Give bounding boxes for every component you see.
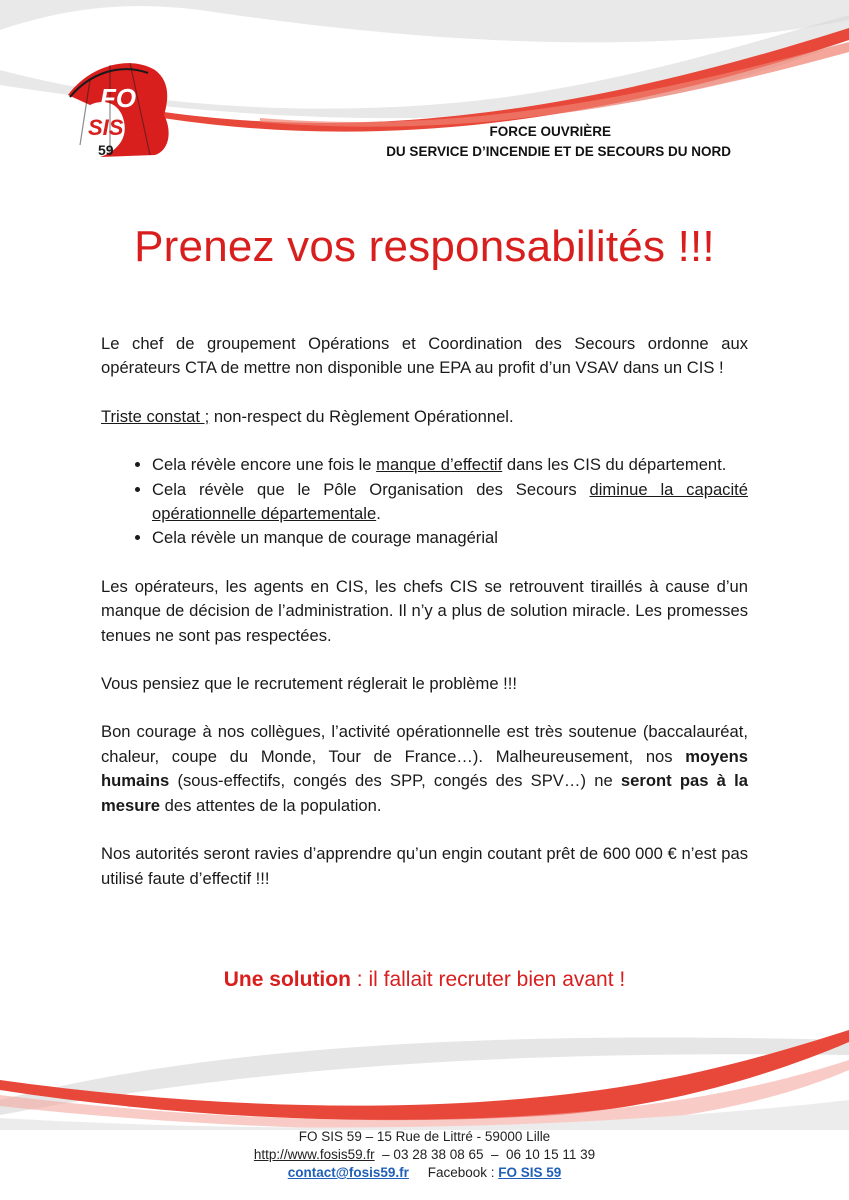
paragraph-5: Bon courage à nos collègues, l’activité opérationnelle est très soutenue (baccalauréat, chaleur, coupe du Monde, Tour de France…). Malheureusement, nos moyens humains (sous-effectifs, congés des SPP, congés des SPV…) ne seront pas à la mesure des attentes de la population. xyxy=(101,722,748,815)
footer-social-line: contact@fosis59.fr Facebook : FO SIS 59 xyxy=(287,1165,562,1180)
solution-statement: Une solution : il fallait recruter bien avant ! xyxy=(223,968,626,991)
logo-text-fo: FO xyxy=(100,83,137,113)
page-title: Prenez vos responsabilités !!! xyxy=(134,222,715,271)
org-line-2: DU SERVICE D’INCENDIE ET DE SECOURS DU NORD xyxy=(386,144,731,159)
footer xyxy=(0,1128,849,1182)
list-item: • Cela révèle que le Pôle Organisation des Secours diminue la capacité opérationnelle départementale. xyxy=(152,478,748,527)
org-line-1: FORCE OUVRIÈRE xyxy=(489,124,611,139)
paragraph-2: Triste constat ; non-respect du Règlement Opérationnel. xyxy=(101,406,514,426)
organization-name xyxy=(386,122,731,162)
paragraph-6: Nos autorités seront ravies d’apprendre qu’un engin coutant prêt de 600 000 € n’est pas utilisé faute d’effectif !!! xyxy=(101,844,748,888)
list-item: • Cela révèle un manque de courage managérial xyxy=(152,526,748,550)
footer-contact-line: http://www.fosis59.fr – 03 28 38 08 65 – 06 10 15 11 39 xyxy=(253,1147,596,1162)
list-item: • Cela révèle encore une fois le manque d’effectif dans les CIS du département. xyxy=(152,453,748,477)
underlined-text: Triste constat ; xyxy=(101,406,210,426)
facebook-link[interactable]: FO SIS 59 xyxy=(498,1165,562,1180)
document-body xyxy=(101,332,748,891)
footer-address: FO SIS 59 – 15 Rue de Littré - 59000 Lille xyxy=(298,1129,551,1144)
footer-decoration xyxy=(0,1010,849,1130)
paragraph-3: Les opérateurs, les agents en CIS, les chefs CIS se retrouvent tiraillés à cause d’un manque de décision de l’administration. Il n’y a plus de solution miracle. Les promesses tenues ne sont pas respectées. xyxy=(101,576,748,645)
fo-sis-59-logo xyxy=(60,55,175,170)
paragraph-4: Vous pensiez que le recrutement réglerait le problème !!! xyxy=(101,674,517,694)
email-link[interactable]: contact@fosis59.fr xyxy=(287,1165,409,1180)
paragraph-1: Le chef de groupement Opérations et Coordination des Secours ordonne aux opérateurs CTA de mettre non disponible une EPA au profit d’un VSAV dans un CIS ! xyxy=(101,334,748,378)
logo-text-sis: SIS xyxy=(88,115,124,140)
logo-text-59: 59 xyxy=(98,142,114,158)
website-link[interactable]: http://www.fosis59.fr xyxy=(253,1147,375,1162)
bullet-list xyxy=(101,453,748,551)
